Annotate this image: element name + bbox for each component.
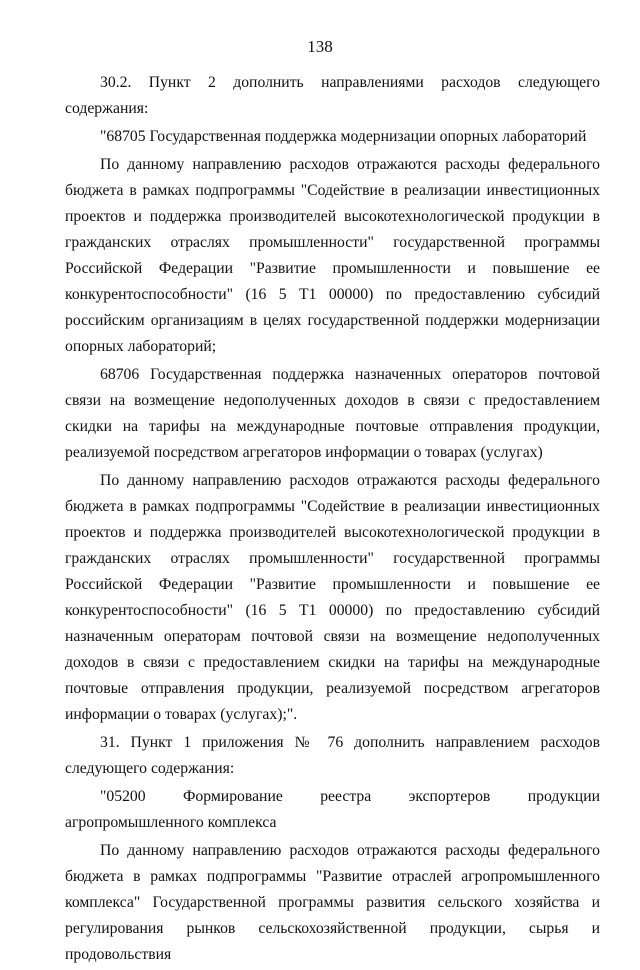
paragraph-description-05200: По данному направлению расходов отражаются расходы федерального бюджета в рамках подпрограммы "Развитие отраслей агропромышленного комплекса" Государственной программы развития сельского хозяйства и регулирования рынков сельскохозяйственной продукции, сырья и продовольствия: [65, 842, 600, 963]
paragraph-description-68705: По данному направлению расходов отражаются расходы федерального бюджета в рамках подпрограммы "Содействие в реализации инвестиционных проектов и поддержка производителей высокотехнологической продукции в гражданских отраслях промышленности" государственной программы Российской Федерации "Развитие промышленности и повышение ее конкурентоспособности" (16 5 Т1 00000) по предоставлению субсидий российским организациям в целях государственной поддержки модернизации опорных лабораторий;: [65, 156, 600, 355]
document-body: [65, 70, 600, 970]
paragraph-description-68706: По данному направлению расходов отражаются расходы федерального бюджета в рамках подпрограммы "Содействие в реализации инвестиционных проектов и поддержка производителей высокотехнологической продукции в гражданских отраслях промышленности" государственной программы Российской Федерации "Развитие промышленности и повышение ее конкурентоспособности" (16 5 Т1 00000) по предоставлению субсидий назначенным операторам почтовой связи на возмещение недополученных доходов в связи с предоставлением скидки на тарифы на международные почтовые отправления продукции, реализуемой посредством агрегаторов информации о товарах (услугах);".: [65, 472, 600, 723]
page-number: 138: [307, 37, 333, 56]
paragraph-code-05200: "05200 Формирование реестра экспортеров продукции агропромышленного комплекса: [65, 788, 600, 831]
paragraph-code-68706: 68706 Государственная поддержка назначенных операторов почтовой связи на возмещение недополученных доходов в связи с предоставлением скидки на тарифы на международные почтовые отправления продукции, реализуемой посредством агрегаторов информации о товарах (услугах): [65, 366, 600, 461]
paragraph-item-31: 31. Пункт 1 приложения № 76 дополнить направлением расходов следующего содержания:: [65, 734, 600, 777]
paragraph-code-68705: "68705 Государственная поддержка модернизации опорных лабораторий: [100, 128, 587, 145]
paragraph-item-30-2: 30.2. Пункт 2 дополнить направлениями расходов следующего содержания:: [65, 74, 600, 117]
